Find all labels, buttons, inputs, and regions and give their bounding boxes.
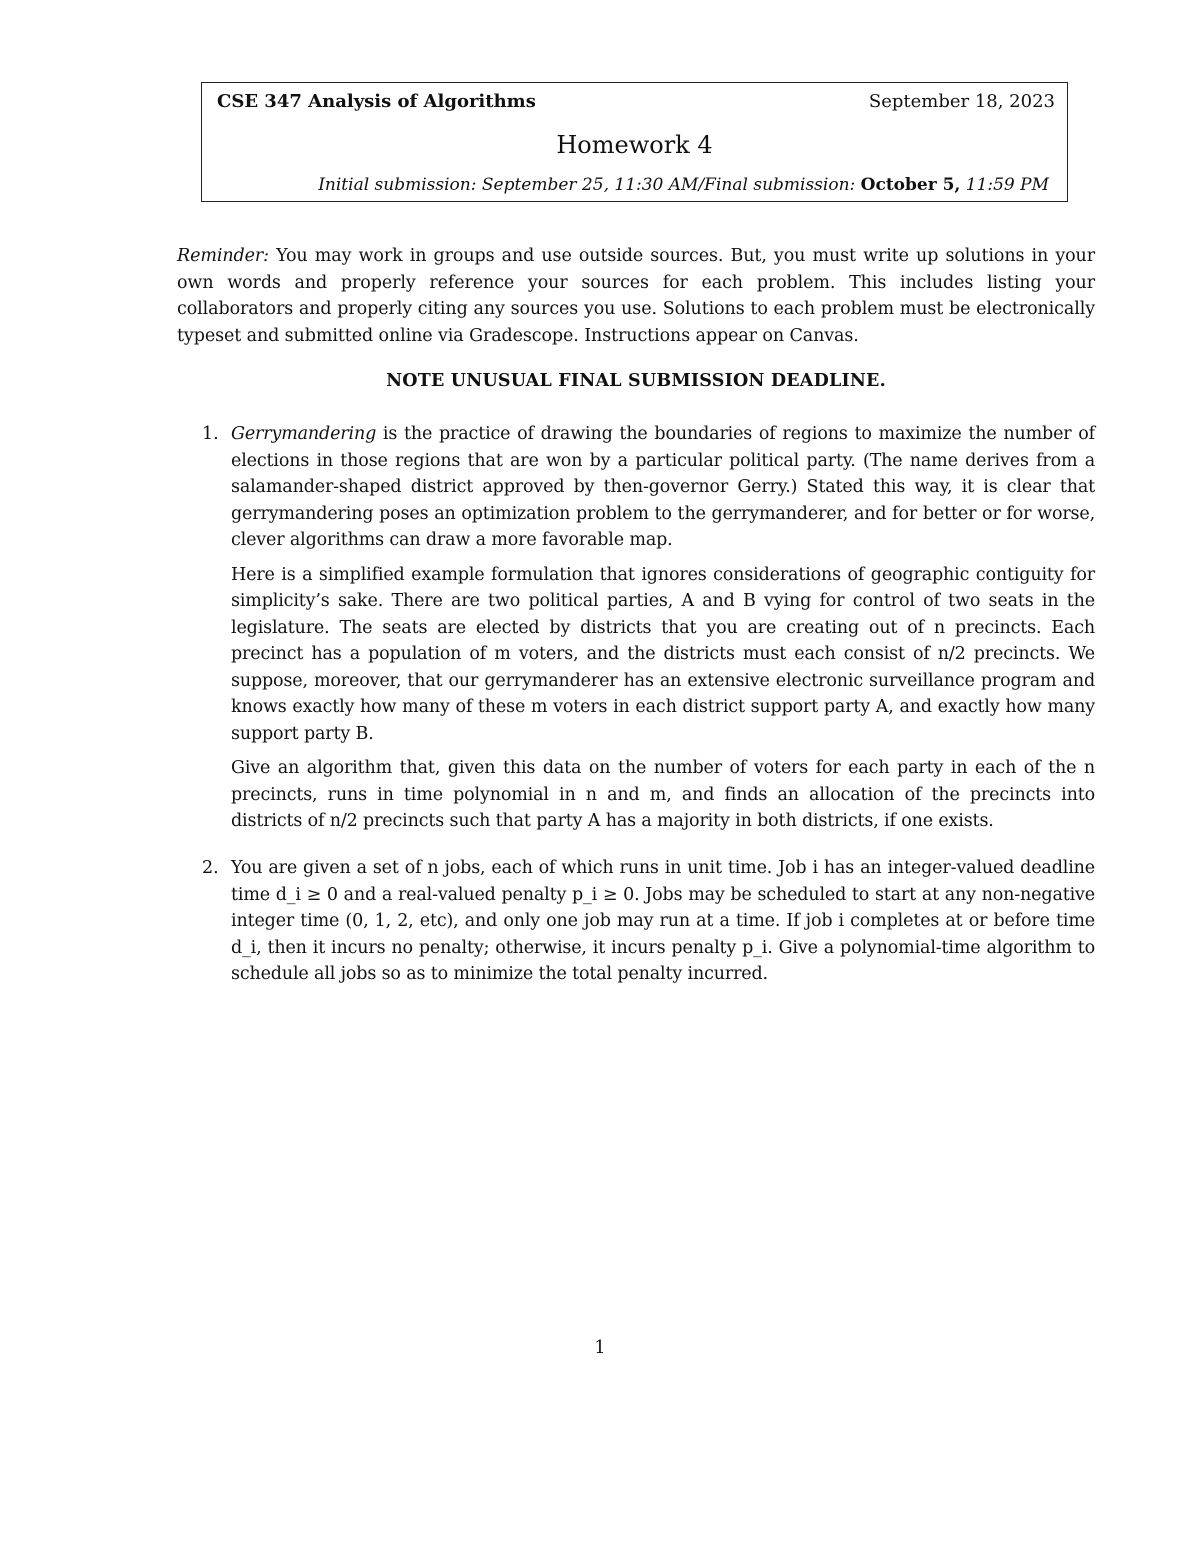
problem-number: 1. — [202, 424, 219, 444]
problem-text: is the practice of drawing the boundaries of regions to maximize the number of elections in those regions that are won by a particular political party. (The name derives from a salamander-shaped district approved by then-governor Gerry.) Stated this way, it is clear that gerrymandering poses an optimization problem to the gerrymanderer, and for better or for worse, clever algorithms can draw a more favorable map. — [231, 424, 1095, 550]
submission-deadlines — [318, 175, 1049, 195]
initial-submission-text: Initial submission: September 25, 11:30 AM/Final submission: — [318, 175, 861, 195]
header-box — [201, 82, 1068, 202]
final-date: October 5, — [860, 175, 961, 195]
problem-body — [231, 855, 1095, 996]
page-title: Homework 4 — [556, 131, 713, 159]
header-date: September 18, 2023 — [868, 91, 1055, 112]
problem-term: Gerrymandering — [231, 424, 377, 444]
problem-number: 2. — [202, 858, 219, 878]
problem-paragraph — [231, 421, 1095, 554]
course-title: CSE 347 Analysis of Algorithms — [217, 91, 536, 112]
reminder-text: You may work in groups and use outside sources. But, you must write up solutions in your own words and properly reference your sources for each problem. This includes listing your collaborators and properly citing any sources you use. Solutions to each problem must be electronically typeset and submitted online via Gradescope. Instructions appear on Canvas. — [177, 246, 1095, 346]
problem-body — [231, 421, 1095, 843]
deadline-note: NOTE UNUSUAL FINAL SUBMISSION DEADLINE. — [386, 371, 886, 391]
reminder-label: Reminder: — [177, 246, 269, 266]
problem-paragraph: Here is a simplified example formulation that ignores considerations of geographic contiguity for simplicity’s sake. There are two political parties, A and B vying for control of two seats in the legislature. The seats are elected by districts that you are creating out of n precincts. Each precinct has a population of m voters, and the districts must each consist of n/2 precincts. We suppose, moreover, that our gerrymanderer has an extensive electronic surveillance program and knows exactly how many of these m voters in each district support party A, and exactly how many support party B. — [231, 564, 1095, 744]
final-time: 11:59 PM — [960, 175, 1049, 195]
problem-paragraph: You are given a set of n jobs, each of which runs in unit time. Job i has an integer-valued deadline time d_i ≥ 0 and a real-valued penalty p_i ≥ 0. Jobs may be scheduled to start at any non-negative integer time (0, 1, 2, etc), and only one job may run at a time. If job i completes at or before time d_i, then it incurs no penalty; otherwise, it incurs penalty p_i. Give a polynomial-time algorithm to schedule all jobs so as to minimize the total penalty incurred. — [231, 858, 1095, 984]
problem-paragraph: Give an algorithm that, given this data on the number of voters for each party in each of the n precincts, runs in time polynomial in n and m, and finds an allocation of the precincts into districts of n/2 precincts such that party A has a majority in both districts, if one exists. — [231, 758, 1095, 831]
reminder-paragraph — [177, 243, 1095, 349]
page-number: 1 — [594, 1338, 606, 1358]
